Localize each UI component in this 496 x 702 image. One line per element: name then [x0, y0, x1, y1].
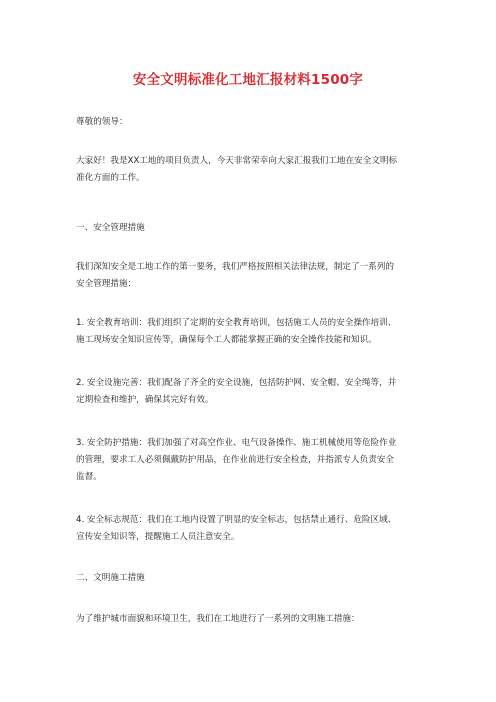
civilized-intro-paragraph [76, 611, 428, 628]
section-heading-safety [76, 220, 428, 237]
intro-paragraph [76, 153, 428, 187]
text-line: 安全管理措施： [76, 279, 137, 289]
text-line: 的管理，要求工人必须佩戴防护用品，在作业前进行安全检查，并指派专人负责安全 [76, 455, 394, 465]
text-line: 定期检查和维护，确保其完好有效。 [76, 395, 214, 405]
text-line: 大家好！我是XX工地的项目负责人，今天非常荣幸向大家汇报我们工地在安全文明标 [76, 156, 398, 166]
safety-item-4 [76, 512, 428, 546]
safety-item-2 [76, 375, 428, 409]
text-line: 4. 安全标志规范：我们在工地内设置了明显的安全标志，包括禁止通行、危险区域、 [76, 515, 397, 525]
text-line: 1. 安全教育培训：我们组织了定期的安全教育培训，包括施工人员的安全操作培训、 [76, 318, 397, 328]
text-line: 尊敬的领导： [76, 117, 128, 127]
text-line: 为了维护城市面貌和环境卫生，我们在工地进行了一系列的文明施工措施： [76, 614, 360, 624]
safety-intro-paragraph [76, 259, 428, 293]
section-heading-civilized [76, 570, 428, 587]
text-line: 宣传安全知识等，提醒施工人员注意安全。 [76, 532, 240, 542]
greeting-paragraph [76, 114, 428, 131]
text-line: 二、文明施工措施 [76, 573, 145, 583]
text-line: 2. 安全设施完善：我们配备了齐全的安全设施，包括防护网、安全帽、安全绳等，并 [76, 378, 397, 388]
text-line: 施工现场安全知识宣传等，确保每个工人都能掌握正确的安全操作技能和知识。 [76, 335, 377, 345]
safety-item-1 [76, 315, 428, 349]
text-line: 3. 安全防护措施：我们加强了对高空作业、电气设备操作、施工机械使用等危险作业 [76, 438, 397, 448]
text-line: 准化方面的工作。 [76, 173, 145, 183]
document-title: 安全文明标准化工地汇报材料1500字 [132, 72, 364, 88]
text-line: 一、安全管理措施 [76, 223, 145, 233]
safety-item-3 [76, 435, 428, 486]
text-line: 我们深知安全是工地工作的第一要务，我们严格按照相关法律法规，制定了一系列的 [76, 262, 394, 272]
text-line: 监督。 [76, 472, 102, 482]
